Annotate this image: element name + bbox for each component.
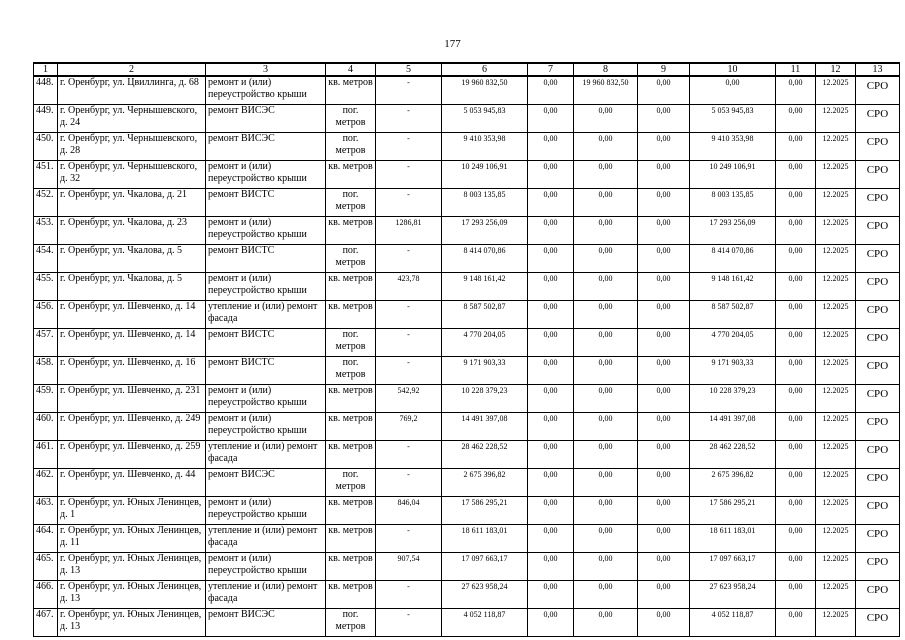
local-funds-cell: 0,00	[638, 357, 690, 385]
local-funds-cell: 0,00	[638, 217, 690, 245]
federal-funds-cell: 0,00	[528, 357, 574, 385]
regional-funds-cell: 0,00	[574, 609, 638, 637]
method-cell: СРО	[856, 133, 900, 161]
volume-cell: -	[376, 301, 442, 329]
federal-funds-cell: 0,00	[528, 497, 574, 525]
total-cost-cell: 8 587 502,87	[442, 301, 528, 329]
unit-cell: кв. метров	[326, 273, 376, 301]
federal-funds-cell: 0,00	[528, 217, 574, 245]
volume-cell: -	[376, 245, 442, 273]
unit-cell: кв. метров	[326, 553, 376, 581]
unit-cell: кв. метров	[326, 385, 376, 413]
volume-cell: -	[376, 469, 442, 497]
unit-cell: кв. метров	[326, 525, 376, 553]
total-cost-cell: 5 053 945,83	[442, 105, 528, 133]
address-cell: г. Оренбург, ул. Чкалова, д. 23	[58, 217, 206, 245]
address-cell: г. Оренбург, ул. Юных Ленинцев, д. 13	[58, 581, 206, 609]
column-header: 11	[776, 63, 816, 76]
row-number: 462.	[34, 469, 58, 497]
regional-funds-cell: 0,00	[574, 581, 638, 609]
method-cell: СРО	[856, 441, 900, 469]
table-row	[34, 329, 900, 357]
unit-cell: пог. метров	[326, 329, 376, 357]
federal-funds-cell: 0,00	[528, 581, 574, 609]
row-number: 456.	[34, 301, 58, 329]
method-cell: СРО	[856, 329, 900, 357]
table-body	[34, 76, 900, 637]
method-cell: СРО	[856, 469, 900, 497]
method-cell: СРО	[856, 76, 900, 105]
owner-funds-cell: 10 228 379,23	[690, 385, 776, 413]
address-cell: г. Оренбург, ул. Чкалова, д. 5	[58, 245, 206, 273]
table-row	[34, 76, 900, 105]
row-number: 451.	[34, 161, 58, 189]
owner-funds-cell: 8 003 135,85	[690, 189, 776, 217]
column-header: 3	[206, 63, 326, 76]
unit-cell: кв. метров	[326, 413, 376, 441]
total-cost-cell: 27 623 958,24	[442, 581, 528, 609]
other-funds-cell: 0,00	[776, 161, 816, 189]
row-number: 466.	[34, 581, 58, 609]
other-funds-cell: 0,00	[776, 329, 816, 357]
local-funds-cell: 0,00	[638, 245, 690, 273]
local-funds-cell: 0,00	[638, 329, 690, 357]
work-type-cell: ремонт и (или) переустройство крыши	[206, 385, 326, 413]
other-funds-cell: 0,00	[776, 105, 816, 133]
other-funds-cell: 0,00	[776, 133, 816, 161]
table-row	[34, 469, 900, 497]
work-type-cell: ремонт и (или) переустройство крыши	[206, 497, 326, 525]
owner-funds-cell: 10 249 106,91	[690, 161, 776, 189]
federal-funds-cell: 0,00	[528, 441, 574, 469]
total-cost-cell: 28 462 228,52	[442, 441, 528, 469]
table-row	[34, 189, 900, 217]
unit-cell: кв. метров	[326, 441, 376, 469]
unit-cell: кв. метров	[326, 301, 376, 329]
regional-funds-cell: 0,00	[574, 217, 638, 245]
work-type-cell: утепление и (или) ремонт фасада	[206, 301, 326, 329]
address-cell: г. Оренбург, ул. Юных Ленинцев, д. 1	[58, 497, 206, 525]
federal-funds-cell: 0,00	[528, 609, 574, 637]
volume-cell: 846,04	[376, 497, 442, 525]
total-cost-cell: 8 414 070,86	[442, 245, 528, 273]
local-funds-cell: 0,00	[638, 301, 690, 329]
column-header: 7	[528, 63, 574, 76]
volume-cell: -	[376, 357, 442, 385]
deadline-cell: 12.2025	[816, 525, 856, 553]
row-number: 459.	[34, 385, 58, 413]
table-row	[34, 553, 900, 581]
volume-cell: -	[376, 441, 442, 469]
work-type-cell: ремонт и (или) переустройство крыши	[206, 76, 326, 105]
owner-funds-cell: 17 293 256,09	[690, 217, 776, 245]
address-cell: г. Оренбург, ул. Шевченко, д. 14	[58, 329, 206, 357]
other-funds-cell: 0,00	[776, 245, 816, 273]
method-cell: СРО	[856, 357, 900, 385]
row-number: 457.	[34, 329, 58, 357]
unit-cell: пог. метров	[326, 469, 376, 497]
row-number: 448.	[34, 76, 58, 105]
method-cell: СРО	[856, 581, 900, 609]
method-cell: СРО	[856, 189, 900, 217]
work-type-cell: ремонт и (или) переустройство крыши	[206, 161, 326, 189]
volume-cell: -	[376, 133, 442, 161]
volume-cell: 542,92	[376, 385, 442, 413]
row-number: 461.	[34, 441, 58, 469]
owner-funds-cell: 27 623 958,24	[690, 581, 776, 609]
volume-cell: -	[376, 105, 442, 133]
owner-funds-cell: 18 611 183,01	[690, 525, 776, 553]
unit-cell: пог. метров	[326, 245, 376, 273]
regional-funds-cell: 0,00	[574, 161, 638, 189]
address-cell: г. Оренбург, ул. Чкалова, д. 5	[58, 273, 206, 301]
address-cell: г. Оренбург, ул. Юных Ленинцев, д. 13	[58, 609, 206, 637]
regional-funds-cell: 0,00	[574, 105, 638, 133]
total-cost-cell: 14 491 397,08	[442, 413, 528, 441]
deadline-cell: 12.2025	[816, 329, 856, 357]
row-number: 460.	[34, 413, 58, 441]
row-number: 453.	[34, 217, 58, 245]
local-funds-cell: 0,00	[638, 105, 690, 133]
other-funds-cell: 0,00	[776, 441, 816, 469]
table-row	[34, 525, 900, 553]
address-cell: г. Оренбург, ул. Юных Ленинцев, д. 11	[58, 525, 206, 553]
method-cell: СРО	[856, 413, 900, 441]
local-funds-cell: 0,00	[638, 609, 690, 637]
work-type-cell: ремонт ВИСТС	[206, 189, 326, 217]
total-cost-cell: 17 293 256,09	[442, 217, 528, 245]
total-cost-cell: 4 770 204,05	[442, 329, 528, 357]
deadline-cell: 12.2025	[816, 581, 856, 609]
deadline-cell: 12.2025	[816, 609, 856, 637]
deadline-cell: 12.2025	[816, 76, 856, 105]
method-cell: СРО	[856, 161, 900, 189]
address-cell: г. Оренбург, ул. Шевченко, д. 16	[58, 357, 206, 385]
table-row	[34, 301, 900, 329]
work-type-cell: ремонт ВИСЭС	[206, 469, 326, 497]
volume-cell: -	[376, 329, 442, 357]
total-cost-cell: 19 960 832,50	[442, 76, 528, 105]
federal-funds-cell: 0,00	[528, 76, 574, 105]
federal-funds-cell: 0,00	[528, 329, 574, 357]
regional-funds-cell: 0,00	[574, 273, 638, 301]
regional-funds-cell: 0,00	[574, 525, 638, 553]
column-header: 12	[816, 63, 856, 76]
regional-funds-cell: 0,00	[574, 301, 638, 329]
total-cost-cell: 9 410 353,98	[442, 133, 528, 161]
work-type-cell: ремонт ВИСЭС	[206, 133, 326, 161]
deadline-cell: 12.2025	[816, 245, 856, 273]
unit-cell: пог. метров	[326, 189, 376, 217]
owner-funds-cell: 2 675 396,82	[690, 469, 776, 497]
row-number: 465.	[34, 553, 58, 581]
deadline-cell: 12.2025	[816, 469, 856, 497]
repair-program-table	[33, 62, 900, 637]
other-funds-cell: 0,00	[776, 581, 816, 609]
table-row	[34, 581, 900, 609]
deadline-cell: 12.2025	[816, 385, 856, 413]
owner-funds-cell: 8 414 070,86	[690, 245, 776, 273]
row-number: 458.	[34, 357, 58, 385]
unit-cell: пог. метров	[326, 105, 376, 133]
local-funds-cell: 0,00	[638, 497, 690, 525]
work-type-cell: ремонт ВИСТС	[206, 357, 326, 385]
local-funds-cell: 0,00	[638, 525, 690, 553]
column-header: 5	[376, 63, 442, 76]
method-cell: СРО	[856, 609, 900, 637]
address-cell: г. Оренбург, ул. Цвиллинга, д. 68	[58, 76, 206, 105]
deadline-cell: 12.2025	[816, 497, 856, 525]
work-type-cell: ремонт ВИСТС	[206, 329, 326, 357]
federal-funds-cell: 0,00	[528, 189, 574, 217]
federal-funds-cell: 0,00	[528, 245, 574, 273]
deadline-cell: 12.2025	[816, 189, 856, 217]
work-type-cell: ремонт и (или) переустройство крыши	[206, 413, 326, 441]
other-funds-cell: 0,00	[776, 413, 816, 441]
regional-funds-cell: 19 960 832,50	[574, 76, 638, 105]
table-row	[34, 385, 900, 413]
column-header: 6	[442, 63, 528, 76]
owner-funds-cell: 0,00	[690, 76, 776, 105]
row-number: 454.	[34, 245, 58, 273]
method-cell: СРО	[856, 217, 900, 245]
unit-cell: кв. метров	[326, 581, 376, 609]
total-cost-cell: 18 611 183,01	[442, 525, 528, 553]
other-funds-cell: 0,00	[776, 469, 816, 497]
volume-cell: -	[376, 189, 442, 217]
owner-funds-cell: 4 770 204,05	[690, 329, 776, 357]
owner-funds-cell: 8 587 502,87	[690, 301, 776, 329]
address-cell: г. Оренбург, ул. Шевченко, д. 14	[58, 301, 206, 329]
other-funds-cell: 0,00	[776, 217, 816, 245]
regional-funds-cell: 0,00	[574, 469, 638, 497]
unit-cell: кв. метров	[326, 76, 376, 105]
volume-cell: 769,2	[376, 413, 442, 441]
other-funds-cell: 0,00	[776, 357, 816, 385]
method-cell: СРО	[856, 525, 900, 553]
deadline-cell: 12.2025	[816, 217, 856, 245]
regional-funds-cell: 0,00	[574, 553, 638, 581]
work-type-cell: утепление и (или) ремонт фасада	[206, 441, 326, 469]
address-cell: г. Оренбург, ул. Чернышевского, д. 24	[58, 105, 206, 133]
other-funds-cell: 0,00	[776, 385, 816, 413]
federal-funds-cell: 0,00	[528, 105, 574, 133]
table-row	[34, 245, 900, 273]
unit-cell: пог. метров	[326, 133, 376, 161]
table-row	[34, 413, 900, 441]
total-cost-cell: 9 171 903,33	[442, 357, 528, 385]
other-funds-cell: 0,00	[776, 553, 816, 581]
total-cost-cell: 9 148 161,42	[442, 273, 528, 301]
federal-funds-cell: 0,00	[528, 525, 574, 553]
column-header: 10	[690, 63, 776, 76]
total-cost-cell: 10 228 379,23	[442, 385, 528, 413]
address-cell: г. Оренбург, ул. Чернышевского, д. 32	[58, 161, 206, 189]
table-row	[34, 273, 900, 301]
method-cell: СРО	[856, 273, 900, 301]
deadline-cell: 12.2025	[816, 357, 856, 385]
owner-funds-cell: 14 491 397,08	[690, 413, 776, 441]
volume-cell: -	[376, 161, 442, 189]
owner-funds-cell: 28 462 228,52	[690, 441, 776, 469]
deadline-cell: 12.2025	[816, 161, 856, 189]
row-number: 455.	[34, 273, 58, 301]
volume-cell: -	[376, 76, 442, 105]
federal-funds-cell: 0,00	[528, 301, 574, 329]
volume-cell: -	[376, 581, 442, 609]
regional-funds-cell: 0,00	[574, 189, 638, 217]
deadline-cell: 12.2025	[816, 133, 856, 161]
table-row	[34, 357, 900, 385]
work-type-cell: утепление и (или) ремонт фасада	[206, 525, 326, 553]
deadline-cell: 12.2025	[816, 413, 856, 441]
work-type-cell: ремонт ВИСТС	[206, 245, 326, 273]
method-cell: СРО	[856, 301, 900, 329]
row-number: 467.	[34, 609, 58, 637]
deadline-cell: 12.2025	[816, 301, 856, 329]
row-number: 463.	[34, 497, 58, 525]
method-cell: СРО	[856, 385, 900, 413]
address-cell: г. Оренбург, ул. Шевченко, д. 231	[58, 385, 206, 413]
federal-funds-cell: 0,00	[528, 161, 574, 189]
volume-cell: -	[376, 609, 442, 637]
unit-cell: кв. метров	[326, 161, 376, 189]
owner-funds-cell: 9 410 353,98	[690, 133, 776, 161]
local-funds-cell: 0,00	[638, 385, 690, 413]
volume-cell: -	[376, 525, 442, 553]
other-funds-cell: 0,00	[776, 273, 816, 301]
column-header: 9	[638, 63, 690, 76]
address-cell: г. Оренбург, ул. Юных Ленинцев, д. 13	[58, 553, 206, 581]
column-header: 1	[34, 63, 58, 76]
table-row	[34, 161, 900, 189]
owner-funds-cell: 17 097 663,17	[690, 553, 776, 581]
work-type-cell: ремонт и (или) переустройство крыши	[206, 273, 326, 301]
federal-funds-cell: 0,00	[528, 385, 574, 413]
deadline-cell: 12.2025	[816, 553, 856, 581]
local-funds-cell: 0,00	[638, 413, 690, 441]
total-cost-cell: 10 249 106,91	[442, 161, 528, 189]
owner-funds-cell: 4 052 118,87	[690, 609, 776, 637]
address-cell: г. Оренбург, ул. Шевченко, д. 249	[58, 413, 206, 441]
work-type-cell: ремонт и (или) переустройство крыши	[206, 217, 326, 245]
regional-funds-cell: 0,00	[574, 441, 638, 469]
work-type-cell: ремонт ВИСЭС	[206, 609, 326, 637]
column-header: 2	[58, 63, 206, 76]
owner-funds-cell: 9 148 161,42	[690, 273, 776, 301]
row-number: 450.	[34, 133, 58, 161]
local-funds-cell: 0,00	[638, 469, 690, 497]
table-row	[34, 441, 900, 469]
federal-funds-cell: 0,00	[528, 273, 574, 301]
method-cell: СРО	[856, 497, 900, 525]
local-funds-cell: 0,00	[638, 133, 690, 161]
local-funds-cell: 0,00	[638, 189, 690, 217]
regional-funds-cell: 0,00	[574, 497, 638, 525]
deadline-cell: 12.2025	[816, 441, 856, 469]
volume-cell: 907,54	[376, 553, 442, 581]
total-cost-cell: 17 586 295,21	[442, 497, 528, 525]
regional-funds-cell: 0,00	[574, 413, 638, 441]
table-row	[34, 133, 900, 161]
other-funds-cell: 0,00	[776, 189, 816, 217]
total-cost-cell: 4 052 118,87	[442, 609, 528, 637]
total-cost-cell: 17 097 663,17	[442, 553, 528, 581]
method-cell: СРО	[856, 105, 900, 133]
header-row	[34, 63, 900, 76]
owner-funds-cell: 5 053 945,83	[690, 105, 776, 133]
address-cell: г. Оренбург, ул. Шевченко, д. 44	[58, 469, 206, 497]
federal-funds-cell: 0,00	[528, 133, 574, 161]
method-cell: СРО	[856, 553, 900, 581]
federal-funds-cell: 0,00	[528, 469, 574, 497]
regional-funds-cell: 0,00	[574, 385, 638, 413]
other-funds-cell: 0,00	[776, 525, 816, 553]
unit-cell: пог. метров	[326, 357, 376, 385]
regional-funds-cell: 0,00	[574, 133, 638, 161]
column-header: 4	[326, 63, 376, 76]
deadline-cell: 12.2025	[816, 105, 856, 133]
column-header: 13	[856, 63, 900, 76]
volume-cell: 1286,81	[376, 217, 442, 245]
other-funds-cell: 0,00	[776, 76, 816, 105]
regional-funds-cell: 0,00	[574, 357, 638, 385]
address-cell: г. Оренбург, ул. Шевченко, д. 259	[58, 441, 206, 469]
volume-cell: 423,78	[376, 273, 442, 301]
unit-cell: кв. метров	[326, 217, 376, 245]
row-number: 449.	[34, 105, 58, 133]
table-row	[34, 105, 900, 133]
unit-cell: кв. метров	[326, 497, 376, 525]
owner-funds-cell: 9 171 903,33	[690, 357, 776, 385]
work-type-cell: утепление и (или) ремонт фасада	[206, 581, 326, 609]
local-funds-cell: 0,00	[638, 273, 690, 301]
total-cost-cell: 8 003 135,85	[442, 189, 528, 217]
other-funds-cell: 0,00	[776, 301, 816, 329]
other-funds-cell: 0,00	[776, 609, 816, 637]
row-number: 464.	[34, 525, 58, 553]
table-row	[34, 497, 900, 525]
regional-funds-cell: 0,00	[574, 329, 638, 357]
local-funds-cell: 0,00	[638, 553, 690, 581]
local-funds-cell: 0,00	[638, 161, 690, 189]
table-row	[34, 217, 900, 245]
deadline-cell: 12.2025	[816, 273, 856, 301]
total-cost-cell: 2 675 396,82	[442, 469, 528, 497]
federal-funds-cell: 0,00	[528, 553, 574, 581]
column-header: 8	[574, 63, 638, 76]
local-funds-cell: 0,00	[638, 581, 690, 609]
method-cell: СРО	[856, 245, 900, 273]
address-cell: г. Оренбург, ул. Чкалова, д. 21	[58, 189, 206, 217]
owner-funds-cell: 17 586 295,21	[690, 497, 776, 525]
table-row	[34, 609, 900, 637]
local-funds-cell: 0,00	[638, 441, 690, 469]
regional-funds-cell: 0,00	[574, 245, 638, 273]
work-type-cell: ремонт и (или) переустройство крыши	[206, 553, 326, 581]
local-funds-cell: 0,00	[638, 76, 690, 105]
other-funds-cell: 0,00	[776, 497, 816, 525]
federal-funds-cell: 0,00	[528, 413, 574, 441]
row-number: 452.	[34, 189, 58, 217]
work-type-cell: ремонт ВИСЭС	[206, 105, 326, 133]
address-cell: г. Оренбург, ул. Чернышевского, д. 28	[58, 133, 206, 161]
unit-cell: пог. метров	[326, 609, 376, 637]
page-number: 177	[444, 38, 461, 50]
